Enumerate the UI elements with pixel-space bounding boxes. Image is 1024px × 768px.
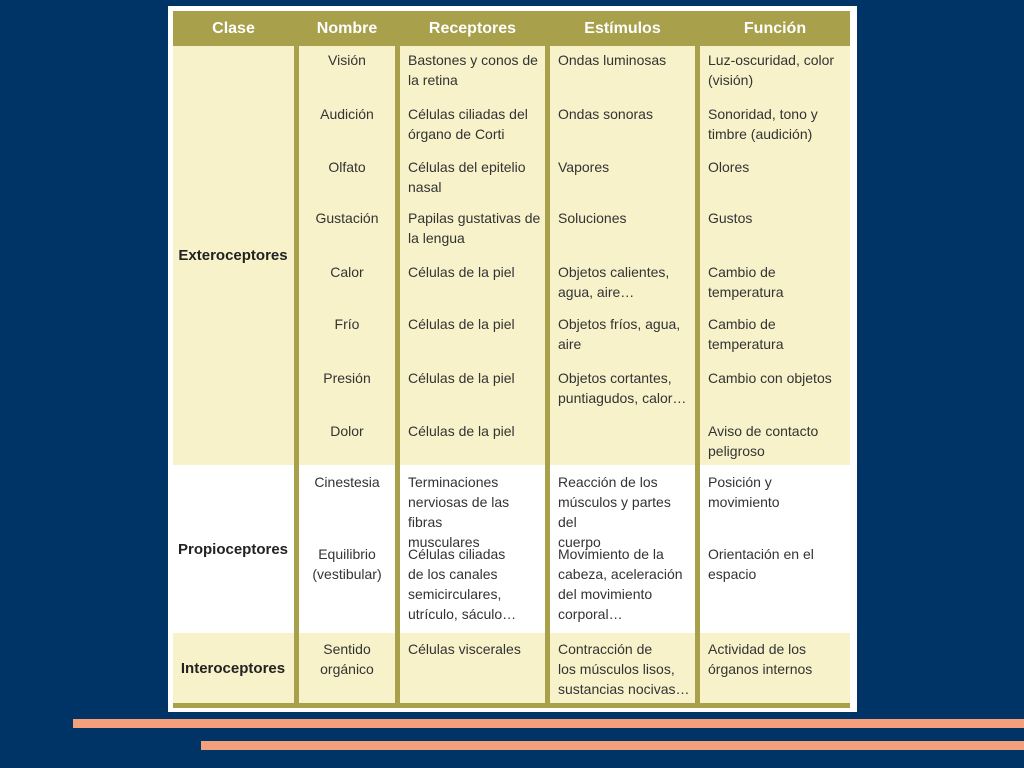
class-interoceptores: Interoceptores	[180, 659, 286, 677]
cell-estimulos: Contracción de los músculos lisos, sustancias nocivas…	[558, 641, 690, 697]
cell-receptores: Células de la piel	[408, 264, 515, 280]
cell-nombre: Equilibrio (vestibular)	[312, 546, 382, 582]
cell-funcion: Sonoridad, tono y timbre (audición)	[708, 106, 818, 142]
cell-receptores: Células ciliadas de los canales semicirculares, utrículo, sáculo…	[408, 546, 517, 622]
cell-estimulos: Objetos cortantes, puntiagudos, calor…	[558, 370, 687, 406]
header-receptores: Receptores	[400, 11, 545, 46]
class-exteroceptores: Exteroceptores	[178, 247, 288, 264]
cell-estimulos: Objetos fríos, agua, aire	[558, 316, 681, 352]
cell-funcion: Cambio de temperatura	[708, 316, 784, 352]
cell-estimulos: Movimiento de la cabeza, aceleración del movimiento corporal…	[558, 546, 683, 622]
header-estimulos: Estímulos	[550, 11, 695, 46]
cell-funcion: Orientación en el espacio	[708, 546, 814, 582]
cell-nombre: Audición	[320, 106, 374, 122]
cell-receptores: Células de la piel	[408, 423, 515, 439]
receptor-table	[168, 6, 857, 712]
cell-funcion: Actividad de los órganos internos	[708, 641, 813, 677]
table-bottom-border	[173, 703, 850, 708]
cell-nombre: Visión	[328, 52, 366, 68]
column-divider	[395, 11, 400, 708]
cell-receptores: Células del epitelio nasal	[408, 159, 526, 195]
cell-receptores: Células ciliadas del órgano de Corti	[408, 106, 528, 142]
cell-estimulos: Ondas sonoras	[558, 106, 653, 122]
cell-nombre: Gustación	[315, 210, 379, 226]
cell-nombre: Cinestesia	[314, 474, 380, 490]
cell-funcion: Aviso de contacto peligroso	[708, 423, 819, 459]
decorative-stripe-upper	[73, 719, 1024, 728]
cell-estimulos: Ondas luminosas	[558, 52, 667, 68]
class-propioceptores: Propioceptores	[177, 540, 289, 558]
cell-nombre: Sentido orgánico	[320, 641, 374, 677]
header-clase: Clase	[173, 11, 294, 46]
header-funcion: Función	[700, 11, 850, 46]
cell-estimulos: Reacción de los músculos y partes del cuerpo	[558, 474, 671, 550]
cell-nombre: Olfato	[328, 159, 366, 175]
header-nombre: Nombre	[299, 11, 395, 46]
cell-estimulos: Objetos calientes, agua, aire…	[558, 264, 670, 300]
cell-funcion: Olores	[708, 159, 750, 175]
decorative-stripe-lower	[201, 741, 1024, 750]
cell-receptores: Células de la piel	[408, 316, 515, 332]
cell-nombre: Dolor	[330, 423, 364, 439]
cell-funcion: Luz-oscuridad, color (visión)	[708, 52, 835, 88]
column-divider	[545, 11, 550, 708]
cell-receptores: Terminaciones nerviosas de las fibras musculares	[408, 474, 510, 550]
cell-receptores: Bastones y conos de la retina	[408, 52, 538, 88]
cell-nombre: Frío	[334, 316, 360, 332]
cell-nombre: Presión	[323, 370, 371, 386]
cell-receptores: Células de la piel	[408, 370, 515, 386]
cell-funcion: Posición y movimiento	[708, 474, 780, 510]
cell-funcion: Cambio de temperatura	[708, 264, 784, 300]
cell-funcion: Cambio con objetos	[708, 370, 832, 386]
cell-receptores: Células viscerales	[408, 641, 521, 657]
cell-funcion: Gustos	[708, 210, 753, 226]
cell-estimulos: Soluciones	[558, 210, 627, 226]
cell-nombre: Calor	[330, 264, 364, 280]
cell-receptores: Papilas gustativas de la lengua	[408, 210, 541, 246]
column-divider	[695, 11, 700, 708]
cell-estimulos: Vapores	[558, 159, 610, 175]
